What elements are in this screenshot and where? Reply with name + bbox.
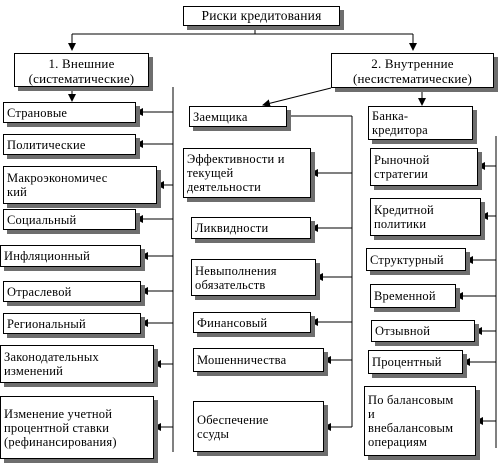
borrower-item-4: Финансовый <box>193 312 311 333</box>
borrower-item-6: Обеспечение ссуды <box>193 401 324 452</box>
bank-risks-header: Банка- кредитора <box>368 106 473 140</box>
bank-item-3: Структурный <box>366 248 466 271</box>
borrower-item-3: Невыполнения обязательств <box>191 259 316 296</box>
external-item-6: Отраслевой <box>3 281 141 302</box>
link-root-to-branches <box>72 26 413 34</box>
root-title-box: Риски кредитования <box>183 6 340 26</box>
bank-item-1: Рыночной стратегии <box>370 148 478 186</box>
external-item-7: Региональный <box>3 313 141 334</box>
borrower-item-5: Мошенничества <box>193 348 324 372</box>
bank-item-5: Отзывной <box>371 320 475 342</box>
external-item-5: Инфляционный <box>0 245 141 267</box>
internal-risks-header: 2. Внутренние (несистематические) <box>331 53 494 88</box>
external-item-2: Политические <box>3 134 136 155</box>
borrower-item-1: Эффективности и текущей деятельности <box>183 148 311 198</box>
external-item-9: Изменение учетной процентной ставки (рефинансирования) <box>0 396 154 459</box>
external-item-4: Социальный <box>3 209 136 230</box>
external-item-1: Страновые <box>3 102 136 123</box>
external-item-8: Законодательных изменений <box>0 345 154 383</box>
bank-item-2: Кредитной политики <box>370 198 481 236</box>
external-risks-header: 1. Внешние (систематические) <box>14 53 149 87</box>
borrower-item-2: Ликвидности <box>191 217 311 239</box>
external-item-3: Макроэкономичес кий <box>3 166 157 204</box>
bank-item-6: Процентный <box>368 350 463 374</box>
bank-item-4: Временной <box>370 284 456 308</box>
arrow-internal-to-borrower <box>263 88 331 105</box>
borrower-risks-header: Заемщика <box>189 106 287 127</box>
bank-item-7: По балансовым и внебалансовым операциям <box>364 386 476 456</box>
